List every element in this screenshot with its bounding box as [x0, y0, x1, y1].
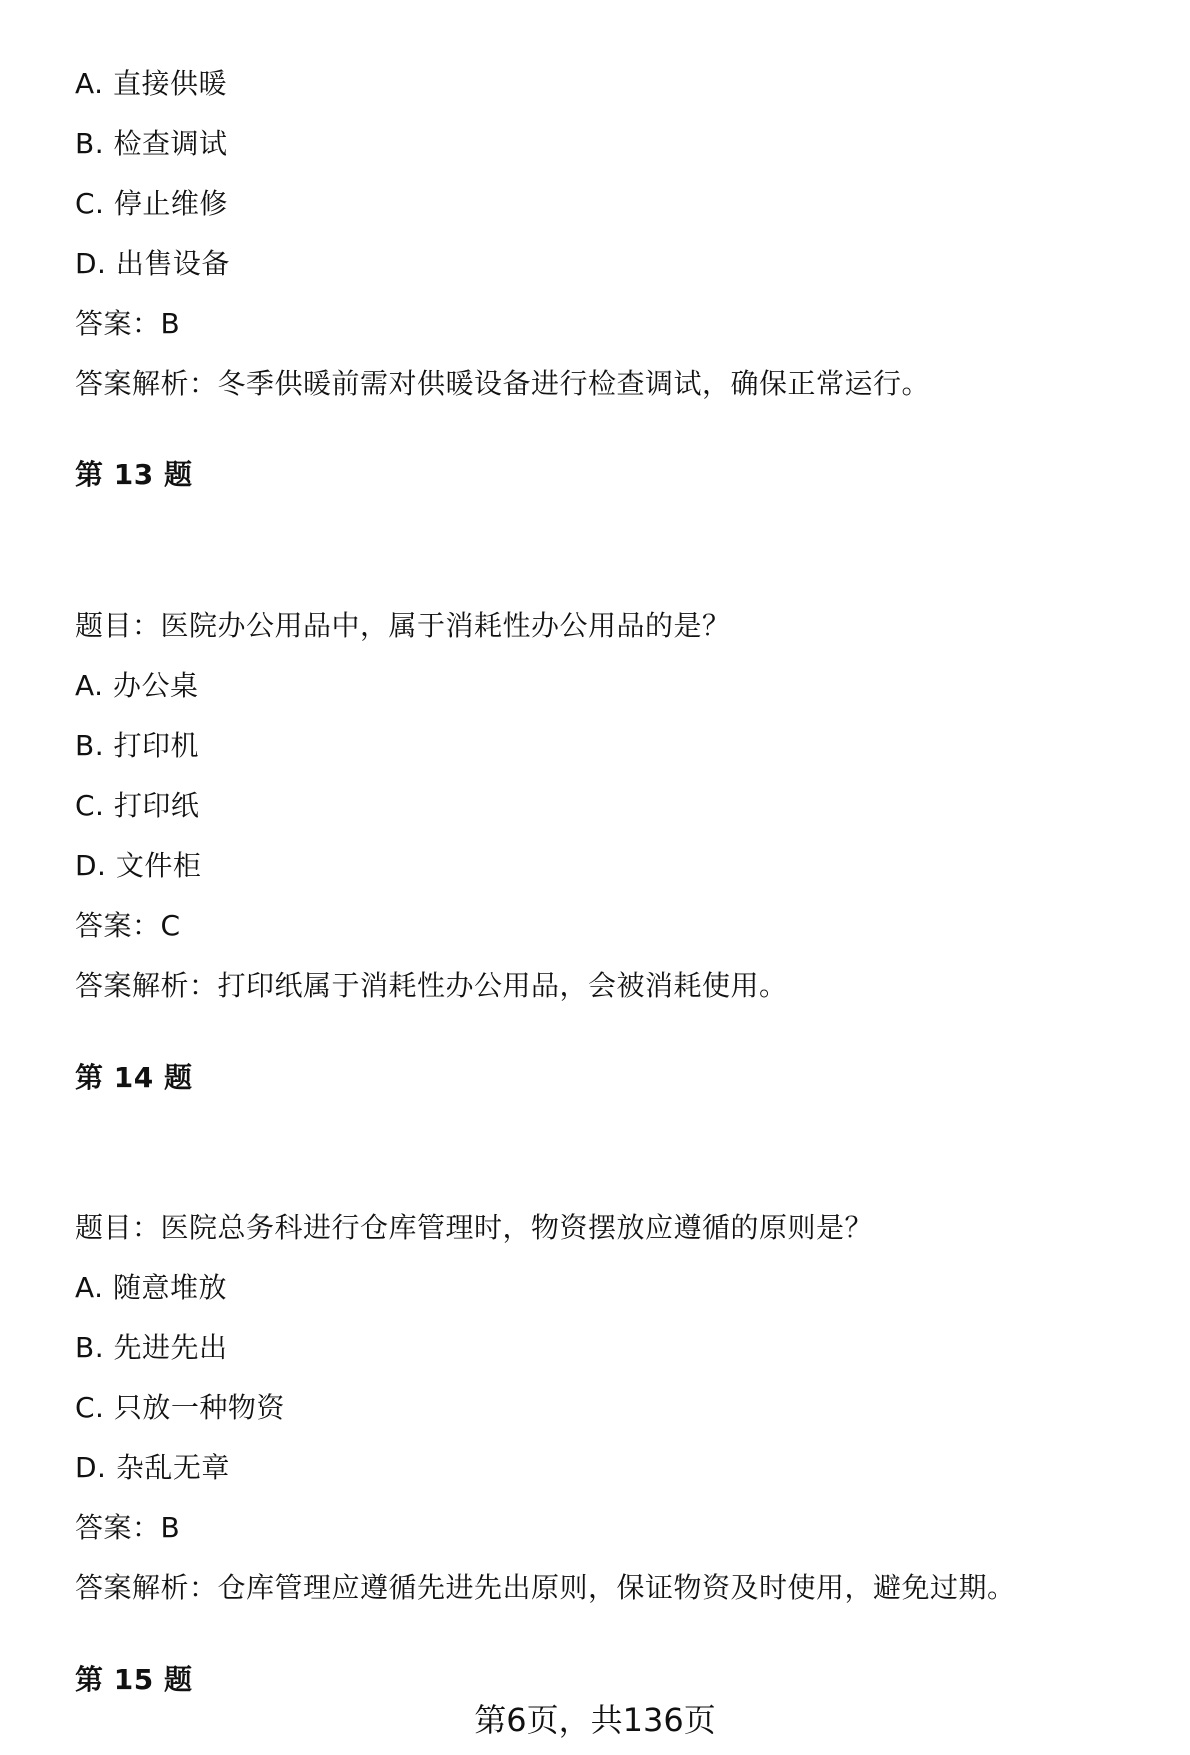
q14-option-b: B. 先进先出 — [75, 1331, 228, 1364]
q13-option-b: B. 打印机 — [75, 729, 200, 762]
q13-question: 题目：医院办公用品中，属于消耗性办公用品的是？ — [75, 609, 731, 642]
q12-answer: 答案：B — [75, 307, 181, 340]
q13-analysis: 答案解析：打印纸属于消耗性办公用品，会被消耗使用。 — [75, 969, 788, 1002]
q14-option-a: A. 随意堆放 — [75, 1271, 227, 1304]
q12-option-d: D. 出售设备 — [75, 247, 230, 280]
q12-option-c: C. 停止维修 — [75, 187, 228, 220]
q14-option-d: D. 杂乱无章 — [75, 1451, 230, 1484]
q12-analysis: 答案解析：冬季供暖前需对供暖设备进行检查调试，确保正常运行。 — [75, 367, 931, 400]
q12-option-b: B. 检查调试 — [75, 127, 228, 160]
q13-option-d: D. 文件柜 — [75, 849, 202, 882]
q13-option-c: C. 打印纸 — [75, 789, 200, 822]
q12-option-a: A. 直接供暖 — [75, 67, 227, 100]
q14-option-c: C. 只放一种物资 — [75, 1391, 285, 1424]
q13-answer: 答案：C — [75, 909, 181, 942]
q14-analysis: 答案解析：仓库管理应遵循先进先出原则，保证物资及时使用，避免过期。 — [75, 1571, 1016, 1604]
page-number-footer: 第6页，共136页 — [474, 1701, 716, 1739]
q13-heading: 第 13 题 — [75, 458, 193, 491]
q15-heading: 第 15 题 — [75, 1663, 193, 1696]
q14-heading: 第 14 题 — [75, 1061, 193, 1094]
q14-answer: 答案：B — [75, 1511, 181, 1544]
q14-question: 题目：医院总务科进行仓库管理时，物资摆放应遵循的原则是？ — [75, 1211, 874, 1244]
q13-option-a: A. 办公桌 — [75, 669, 199, 702]
